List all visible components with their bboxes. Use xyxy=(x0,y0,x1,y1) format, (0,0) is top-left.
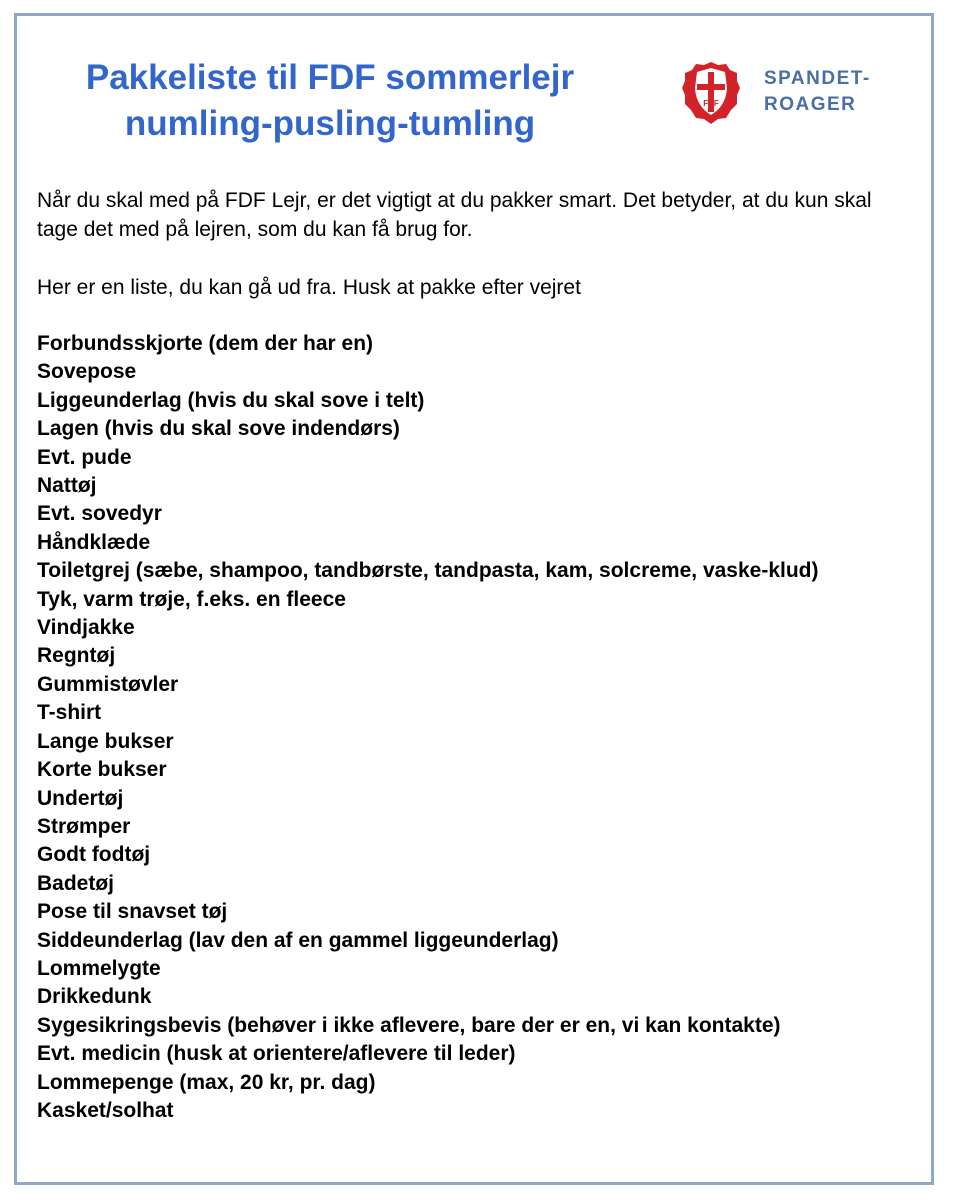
title-line-1: Pakkeliste til FDF sommerlejr xyxy=(85,58,575,97)
list-item: Lommelygte xyxy=(37,956,161,980)
list-item: Strømper xyxy=(37,814,131,838)
list-item: Toiletgrej (sæbe, shampoo, tandbørste, tandpasta, kam, solcreme, vaske-klud) xyxy=(37,559,819,583)
page-title xyxy=(30,55,630,147)
list-item: Gummistøvler xyxy=(37,672,179,696)
list-item: Regntøj xyxy=(37,644,116,668)
packing-list xyxy=(37,330,917,1125)
list-item: Evt. medicin (husk at orientere/aflevere til leder) xyxy=(37,1042,516,1066)
list-item: Forbundsskjorte (dem der har en) xyxy=(37,332,374,355)
list-item: Evt. sovedyr xyxy=(37,502,162,526)
list-item: Pose til snavset tøj xyxy=(37,900,228,924)
list-item: Sygesikringsbevis (behøver i ikke aflevere, bare der er en, vi kan kontakte) xyxy=(37,1013,781,1037)
list-item: Drikkedunk xyxy=(37,985,152,1009)
logo-emblem-text: FDF xyxy=(703,99,719,108)
list-item: Evt. pude xyxy=(37,445,132,469)
logo-text-line-1: SPANDET- xyxy=(764,68,871,89)
list-item: Sovepose xyxy=(37,360,137,384)
list-item: Kasket/solhat xyxy=(37,1098,174,1122)
list-item: Lommepenge (max, 20 kr, pr. dag) xyxy=(37,1070,376,1094)
list-item: Nattøj xyxy=(37,474,97,498)
list-item: Badetøj xyxy=(37,871,115,895)
list-item: Undertøj xyxy=(37,786,124,810)
list-item: Lange bukser xyxy=(37,729,174,753)
intro-paragraph: Når du skal med på FDF Lejr, er det vigtigt at du pakker smart. Det betyder, at du kun skal tage det med på lejren, som du kan få brug for. xyxy=(37,189,872,241)
list-item: Siddeunderlag (lav den af en gammel liggeunderlag) xyxy=(37,928,559,952)
intro-paragraph-2: Her er en liste, du kan gå ud fra. Husk at pakke efter vejret xyxy=(37,276,581,299)
title-line-2: numling-pusling-tumling xyxy=(124,104,536,143)
list-item: Godt fodtøj xyxy=(37,843,151,867)
list-item: T-shirt xyxy=(37,701,102,725)
list-item: Vindjakke xyxy=(37,616,135,640)
list-item: Korte bukser xyxy=(37,758,167,782)
list-item: Lagen (hvis du skal sove indendørs) xyxy=(37,417,400,441)
logo-text-line-2: ROAGER xyxy=(764,94,857,115)
logo-text xyxy=(764,66,871,118)
list-item: Tyk, varm trøje, f.eks. en fleece xyxy=(37,587,346,611)
list-item: Liggeunderlag (hvis du skal sove i telt) xyxy=(37,388,425,412)
fdf-logo-icon xyxy=(680,60,742,126)
list-item: Håndklæde xyxy=(37,530,151,554)
